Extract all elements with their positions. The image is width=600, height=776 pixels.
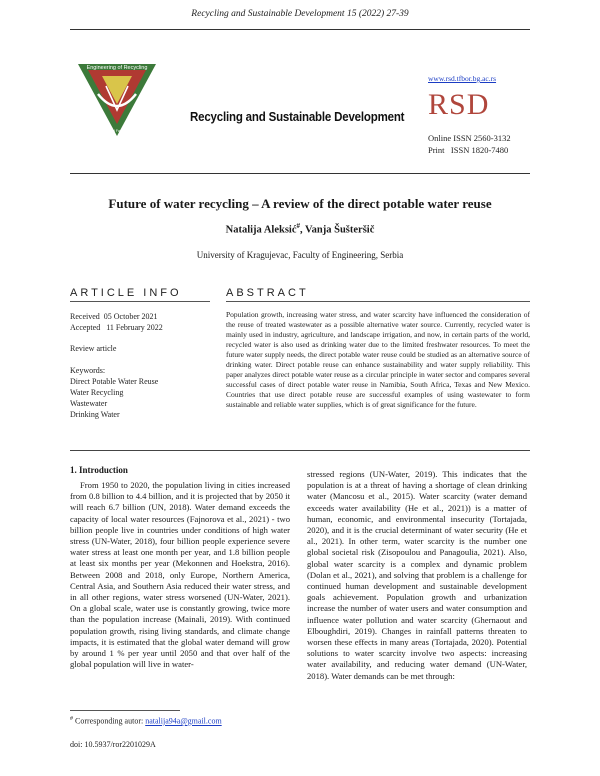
keyword-item: Direct Potable Water Reuse [70, 377, 159, 386]
body-column-left: From 1950 to 2020, the population living in cities increased from 0.8 billion to 4.4 billion, and it is projected that by 2050 it will reach 6.7 billion (UN, 2018). Water demand exceeds the capacity of local water resources (Fajnorova et al., 2021) - two billion people live in countries under conditions of high water stress (UN-Water, 2018), four billion people experience severe water stress at least one month per year, and 1.8 billion people at least six months per year (Mekonnen and Hoekstra, 2016). Between 2008 and 2018, only Europe, Northern America, Central Asia, and Southern Asia reduced their water stress, and in all other regions, water stress worsened (UN-Water, 2021). On a global scale, water use is constantly growing, twice more than the population increase (Mainali, 2019). With continued population growth, rising living standards, and climate change impacts, it is estimated that the global water demand will grow by around 1 % per year until 2050 and that over half of the global population will live in water- [70, 480, 290, 670]
authors [0, 222, 600, 236]
running-head: Recycling and Sustainable Development 15 (2022) 27-39 [191, 9, 409, 19]
journal-site-link[interactable]: www.rsd.tfbor.bg.ac.rs [428, 74, 497, 83]
footnote-label: Corresponding autor: [73, 716, 146, 726]
logo-text: Engineering of Recycling [86, 65, 148, 71]
front-matter-bottom-rule [70, 450, 530, 451]
keyword-item: Wastewater [70, 399, 108, 408]
introduction-heading: 1. Introduction [70, 465, 128, 475]
keyword-item: Drinking Water [70, 410, 120, 419]
keyword-item: Water Recycling [70, 388, 124, 397]
article-info-heading: ARTICLE INFO [70, 287, 182, 299]
accepted-date: Accepted 11 February 2022 [70, 323, 163, 332]
article-type: Review article [70, 344, 117, 353]
journal-name: Recycling and Sustainable Development [190, 110, 405, 124]
logo-side-text: Technical Faculty Bor [100, 129, 134, 133]
abstract-text: Population growth, increasing water stress, and water scarcity have influenced the consideration of the reuse of treated wastewater as a possible alternative water source. Currently, recycled water is mainly used in industry, agriculture, and landscape irrigation, and now, in certain parts of the world, recycled water is also used as drinking water due to the limited freshwater resources. To meet the future water supply needs, the direct potable water reuse could be studied as an alternative source of drinking water. Direct potable reuse can enhance sustainability and water supply reliability. This paper analyzes direct potable water reuse as a circular principle in water sector and compares several successful cases of direct potable water reuse in Namibia, South Africa, Texas and New Mexico. Countries that use direct potable reuse are successful examples of using wastewater to form sustainable and reliable water supplies, which is of great significance for the future. [226, 310, 530, 410]
article-info-rule [70, 301, 210, 302]
author-rest: , Vanja Šušteršič [299, 224, 375, 236]
footnote-mark: # [70, 716, 73, 722]
top-rule [70, 29, 530, 30]
affiliation: University of Kragujevac, Faculty of Engineering, Serbia [196, 250, 404, 260]
body-column-right: stressed regions (UN-Water, 2019). This indicates that the population is at a threat of having a shortage of clean drinking water (Mancosu et al., 2015). Water scarcity (water demand exceeds water availability (He et al., 2021)) is a matter of human, economic, and environmental insecurity (Tortajada, 2020), and it is the crucial determinant of water security (He et al., 2021). In other term, water scarcity is the number one global societal risk (Zisopoulou and Panagoulia, 2021). Also, global water scarcity is a complex and dynamic problem (Dolan et al., 2021), and solving that problem is a challenge for continued human development and sustainable development goals achievement. Population growth and urbanization increase the number of water users and water consumption and influence water pollution and water scarcity (Ghernaout and Elboughdiri, 2019). Changes in rainfall patterns threaten to worsen these effects in many areas (Tortajada, 2020). Potential solutions to water scarcity involve two aspects: increasing water availability, and reducing water demand (UN-Water, 2018). Water demands can be met through: [307, 469, 527, 681]
keywords-label: Keywords: [70, 366, 106, 375]
abstract-rule [226, 301, 530, 302]
footnote [70, 716, 222, 726]
journal-logo [76, 58, 158, 140]
footnote-rule [70, 710, 180, 711]
article-title: Future of water recycling – A review of the direct potable water reuse [108, 196, 492, 211]
footnote-email[interactable]: natalija94a@gmail.com [145, 716, 222, 726]
issn-online: Online ISSN 2560-3132 [428, 133, 511, 143]
masthead-bottom-rule [70, 173, 530, 174]
received-date: Received 05 October 2021 [70, 312, 158, 321]
rsd-mark: RSD [428, 88, 490, 121]
author-mark: # [296, 222, 300, 230]
issn-print: Print ISSN 1820-7480 [428, 145, 509, 155]
author-first: Natalija Aleksić [225, 224, 297, 236]
doi: doi: 10.5937/ror2201029A [70, 740, 156, 749]
abstract-heading: ABSTRACT [226, 287, 309, 299]
